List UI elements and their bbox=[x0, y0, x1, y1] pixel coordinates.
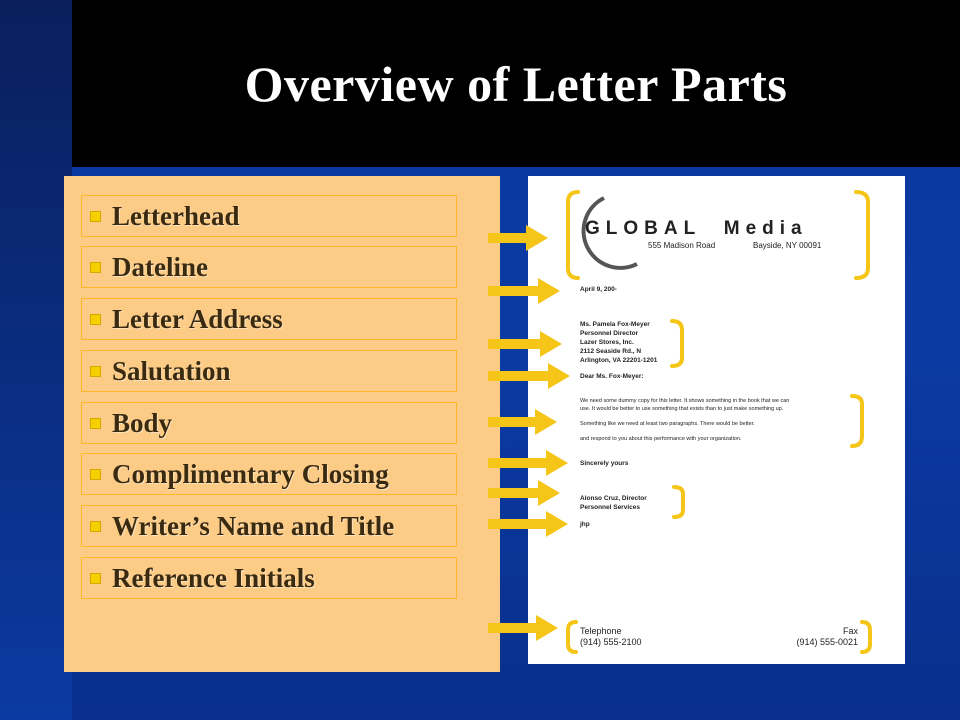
letterhead-company: GLOBAL Media bbox=[585, 218, 808, 239]
part-body: Body bbox=[81, 402, 457, 444]
letter-writer: Alonso Cruz, Director Personnel Services bbox=[580, 495, 647, 511]
part-letterhead: Letterhead bbox=[81, 195, 457, 237]
letter-salutation: Dear Ms. Fox-Meyer: bbox=[580, 373, 644, 380]
arrow-right-icon bbox=[488, 480, 560, 506]
letter-address: Ms. Pamela Fox-Meyer Personnel Director Lazer Stores, Inc. 2112 Seaside Rd., N Arlington, VA 22201-1201 bbox=[580, 321, 658, 364]
arrow-right-icon bbox=[488, 363, 570, 389]
arrow-right-icon bbox=[488, 331, 562, 357]
part-writers-name-title: Writer’s Name and Title bbox=[81, 505, 457, 547]
arrow-right-icon bbox=[488, 615, 558, 641]
arrow-right-icon bbox=[488, 409, 557, 435]
arrow-right-icon bbox=[488, 511, 568, 537]
part-letter-address: Letter Address bbox=[81, 298, 457, 340]
letterhead-city: Bayside, NY 00091 bbox=[753, 241, 822, 250]
letter-closing: Sincerely yours bbox=[580, 460, 629, 467]
part-complimentary-closing: Complimentary Closing bbox=[81, 453, 457, 495]
part-dateline: Dateline bbox=[81, 246, 457, 288]
letter-date: April 9, 200- bbox=[580, 286, 617, 293]
arrow-right-icon bbox=[488, 450, 568, 476]
letter-body: We need some dummy copy for this letter. It shows something in the book that we can use. It would be better to use something that exists than to just make something up. Something like we need at least two paragraphs. There would be better. and respond to you about this performance with your organization. bbox=[580, 398, 790, 442]
slide-title: Overview of Letter Parts bbox=[244, 56, 788, 112]
letterhead-street: 555 Madison Road bbox=[648, 241, 716, 250]
part-reference-initials: Reference Initials bbox=[81, 557, 457, 599]
part-salutation: Salutation bbox=[81, 350, 457, 392]
letter-telephone: Telephone (914) 555-2100 bbox=[580, 626, 642, 647]
arrow-right-icon bbox=[488, 225, 548, 251]
letter-fax: Fax (914) 555-0021 bbox=[796, 626, 858, 647]
letter-initials: jhp bbox=[580, 521, 590, 528]
arrow-right-icon bbox=[488, 278, 560, 304]
